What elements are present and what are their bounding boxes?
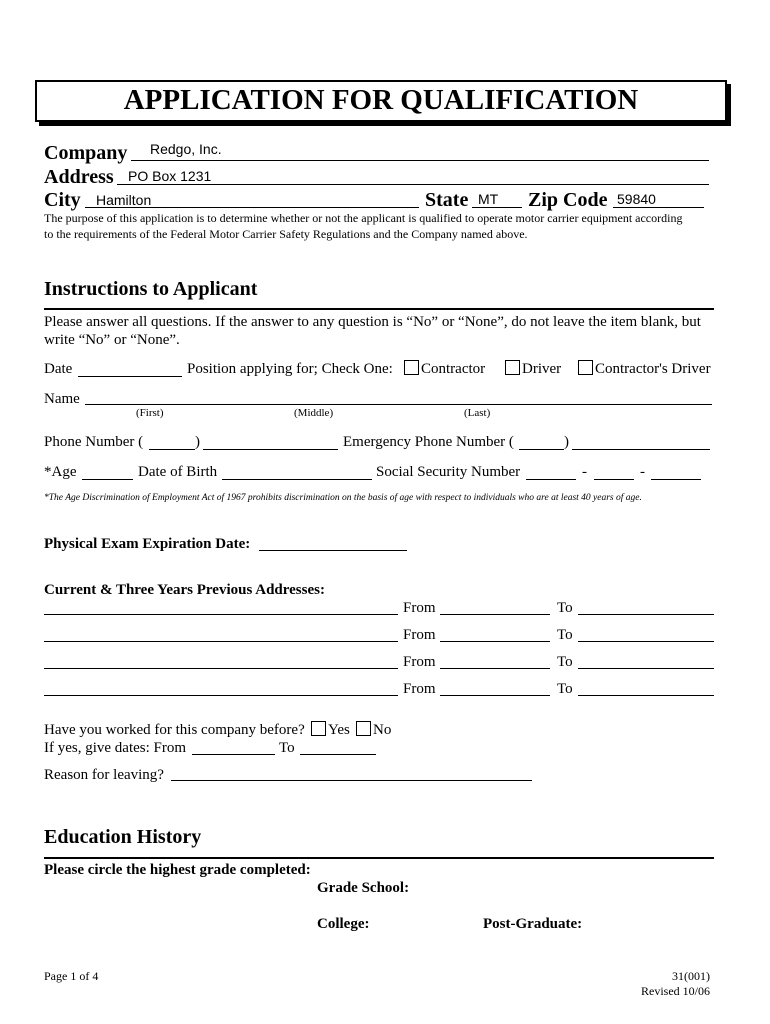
- address-field[interactable]: [117, 184, 709, 185]
- date-field[interactable]: [78, 376, 182, 377]
- contractors-driver-checkbox[interactable]: [578, 360, 593, 375]
- state-label: State: [425, 189, 469, 211]
- instructions-heading: Instructions to Applicant: [44, 278, 258, 300]
- driver-label: Driver: [522, 361, 562, 377]
- company-label: Company: [44, 142, 128, 164]
- city-value: Hamilton: [96, 192, 152, 208]
- dob-label: Date of Birth: [138, 464, 218, 480]
- ssn-dash-1: -: [582, 464, 587, 480]
- address-value: PO Box 1231: [128, 168, 212, 184]
- address-row-1-to-label: To: [557, 600, 573, 616]
- emergency-phone-label: Emergency Phone Number (: [343, 434, 514, 450]
- dob-field[interactable]: [222, 479, 372, 480]
- instructions-text-1: Please answer all questions. If the answer to any question is “No” or “None”, do not leave the item blank, but: [44, 314, 701, 330]
- worked-before-label: Have you worked for this company before?: [44, 722, 305, 738]
- zip-field[interactable]: [613, 207, 704, 208]
- form-number: 31(001): [672, 969, 710, 983]
- instructions-text-2: write “No” or “None”.: [44, 332, 180, 348]
- address-row-3-field[interactable]: [44, 668, 398, 669]
- age-discrimination-note: *The Age Discrimination of Employment Act of 1967 prohibits discrimination on the basis of age with respect to individuals who are at least 40 years of age.: [44, 493, 642, 503]
- address-row-2-from-field[interactable]: [440, 641, 550, 642]
- phone-area-field[interactable]: [149, 449, 195, 450]
- address-row-1-field[interactable]: [44, 614, 398, 615]
- address-row-1-from-field[interactable]: [440, 614, 550, 615]
- instructions-rule: [44, 308, 714, 310]
- address-row-4-to-field[interactable]: [578, 695, 714, 696]
- address-row-4-field[interactable]: [44, 695, 398, 696]
- phone-number-field[interactable]: [203, 449, 338, 450]
- company-field[interactable]: [131, 160, 709, 161]
- address-row-3-to-label: To: [557, 654, 573, 670]
- if-yes-to-label: To: [279, 740, 295, 756]
- state-field[interactable]: [472, 207, 522, 208]
- education-heading: Education History: [44, 826, 202, 848]
- contractor-checkbox[interactable]: [404, 360, 419, 375]
- address-row-4-from-label: From: [403, 681, 436, 697]
- zip-value: 59840: [617, 191, 656, 207]
- ssn-field-2[interactable]: [594, 479, 634, 480]
- ssn-dash-2: -: [640, 464, 645, 480]
- worked-before-no-checkbox[interactable]: [356, 721, 371, 736]
- address-row-2-to-field[interactable]: [578, 641, 714, 642]
- address-row-2-field[interactable]: [44, 641, 398, 642]
- post-graduate-label: Post-Graduate:: [483, 916, 583, 932]
- page-number: Page 1 of 4: [44, 969, 99, 983]
- purpose-line-1: The purpose of this application is to determine whether or not the applicant is qualified to operate motor carrier equipment according: [44, 211, 683, 225]
- address-label: Address: [44, 166, 114, 188]
- emergency-area-field[interactable]: [519, 449, 564, 450]
- purpose-line-2: to the requirements of the Federal Motor Carrier Safety Regulations and the Company named above.: [44, 227, 528, 241]
- if-yes-to-field[interactable]: [300, 754, 376, 755]
- name-first-hint: (First): [136, 407, 164, 419]
- name-last-hint: (Last): [464, 407, 491, 419]
- name-label: Name: [44, 391, 80, 407]
- address-row-1-from-label: From: [403, 600, 436, 616]
- contractors-driver-label: Contractor's Driver: [595, 361, 711, 377]
- if-yes-from-label: If yes, give dates: From: [44, 740, 187, 756]
- worked-before-no-label: No: [373, 722, 392, 738]
- education-rule: [44, 857, 714, 859]
- state-value: MT: [478, 191, 499, 207]
- address-row-4-to-label: To: [557, 681, 573, 697]
- worked-before-yes-checkbox[interactable]: [311, 721, 326, 736]
- grade-school-label: Grade School:: [317, 880, 410, 896]
- ssn-field-1[interactable]: [526, 479, 576, 480]
- age-field[interactable]: [82, 479, 133, 480]
- address-row-3-from-field[interactable]: [440, 668, 550, 669]
- addresses-heading: Current & Three Years Previous Addresses:: [44, 582, 325, 598]
- college-label: College:: [317, 916, 370, 932]
- company-value: Redgo, Inc.: [150, 141, 222, 157]
- ssn-field-3[interactable]: [651, 479, 701, 480]
- city-label: City: [44, 189, 81, 211]
- revised-date: Revised 10/06: [641, 984, 710, 998]
- date-label: Date: [44, 361, 73, 377]
- contractor-label: Contractor: [421, 361, 486, 377]
- emergency-number-field[interactable]: [572, 449, 710, 450]
- address-row-3-to-field[interactable]: [578, 668, 714, 669]
- worked-before-yes-label: Yes: [328, 722, 350, 738]
- zip-label: Zip Code: [528, 189, 608, 211]
- reason-for-leaving-label: Reason for leaving?: [44, 767, 164, 783]
- physical-exam-field[interactable]: [259, 550, 407, 551]
- address-row-2-from-label: From: [403, 627, 436, 643]
- phone-label: Phone Number (: [44, 434, 144, 450]
- address-row-1-to-field[interactable]: [578, 614, 714, 615]
- page-title: APPLICATION FOR QUALIFICATION: [123, 84, 639, 116]
- phone-close: ): [195, 434, 200, 450]
- emergency-close: ): [564, 434, 569, 450]
- physical-exam-label: Physical Exam Expiration Date:: [44, 536, 251, 552]
- education-circle-label: Please circle the highest grade completed:: [44, 862, 311, 878]
- position-label: Position applying for; Check One:: [187, 361, 393, 377]
- age-label: *Age: [44, 464, 77, 480]
- name-middle-hint: (Middle): [294, 407, 334, 419]
- address-row-3-from-label: From: [403, 654, 436, 670]
- name-field[interactable]: [85, 404, 712, 405]
- if-yes-from-field[interactable]: [192, 754, 275, 755]
- reason-for-leaving-field[interactable]: [171, 780, 532, 781]
- driver-checkbox[interactable]: [505, 360, 520, 375]
- address-row-4-from-field[interactable]: [440, 695, 550, 696]
- ssn-label: Social Security Number: [376, 464, 521, 480]
- address-row-2-to-label: To: [557, 627, 573, 643]
